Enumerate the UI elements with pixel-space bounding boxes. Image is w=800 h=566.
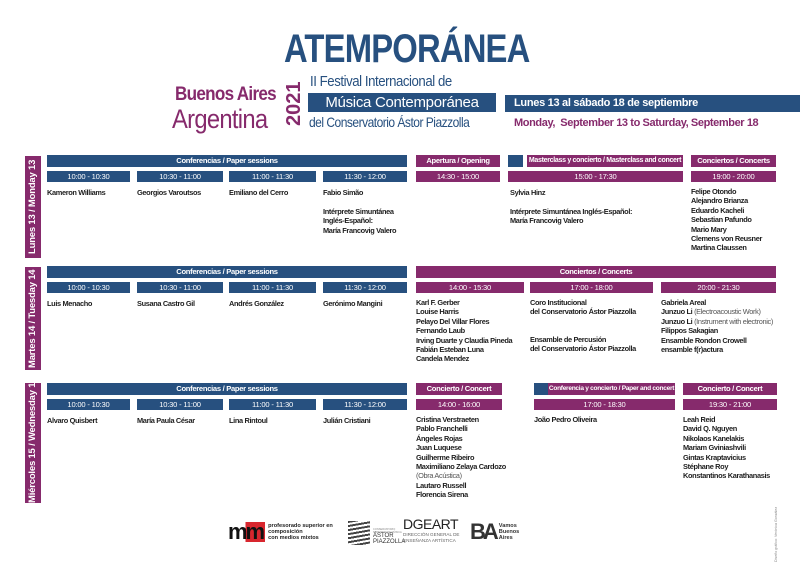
dgeart-mark: DGEART [403,516,459,532]
performer: del Conservatorio Ástor Piazzolla [530,307,636,317]
performer: David Q. Nguyen [683,424,737,434]
ba-mark: BA [470,519,496,544]
conservatorio-small: CONSERVATORIO SUPERIOR DE MÚSICA [373,528,402,534]
interpreter-line: María Francovig Valero [323,225,397,235]
ba-text [499,523,520,541]
performer: Irving Duarte y Claudia Pineda [416,335,513,345]
time-slot: 11:00 - 11:30 [229,282,316,293]
time-slot: 11:00 - 11:30 [229,399,316,410]
performer: João Pedro Oliveira [534,415,597,424]
time-slot: 11:00 - 11:30 [229,171,316,182]
masterclass-header: Masterclass y concierto / Masterclass and concert [527,155,683,167]
performer-list [416,415,506,500]
speaker: Georgios Varoutsos [137,188,201,197]
performer: Gintas Kraptavicius [683,452,746,462]
city: Buenos Aires [175,84,276,105]
time-slot: 11:30 - 12:00 [323,282,407,293]
performer: Gabriela Areal [661,298,706,307]
concert-header: Concierto / Concert [683,383,777,395]
ensemble [530,298,636,317]
performer: Fabián Esteban Luna [416,345,484,355]
time-slot: 17:00 - 18:30 [534,399,675,410]
interpreter-note [323,207,396,235]
speaker: Fabio Simão [323,188,364,197]
performer: Lautaro Russell [416,480,467,490]
time-slot: 11:30 - 12:00 [323,171,407,182]
mm-text-line: profesorado superior en [268,523,333,529]
dgeart-text: ENSEÑANZA ARTÍSTICA [403,537,456,543]
time-slot: 20:00 - 21:30 [661,282,776,293]
performer: Ensamble Rondon Crowell [661,335,747,345]
time-slot: 14:30 - 15:00 [416,171,500,182]
design-credit: Diseño gráfico: Verónica González [774,506,778,562]
performer [661,317,773,326]
ba-text-line: Buenos [498,529,520,535]
performer: Juan Luquese [416,443,462,453]
dates-english: Monday, September 13 to Saturday, September 18 [514,117,759,129]
performer-list [691,187,762,253]
concerts-header: Conciertos / Concerts [416,266,776,278]
conservatorio-logo [348,521,405,545]
time-slot: 19:30 - 21:00 [683,399,777,410]
mm-logo-text [268,523,333,541]
performer: Fernando Laub [416,326,465,336]
performer: Clemens von Reusner [691,234,762,244]
work-note: (Instrument with electronic) [694,316,773,326]
performer: Felipe Otondo [691,187,737,196]
time-slot: 10:30 - 11:00 [137,399,223,410]
performer: Louise Harris [416,307,459,317]
paper-marker-square [508,155,523,167]
mm-logo [226,519,333,544]
paper-sessions-header: Conferencias / Paper sessions [47,383,407,395]
concert-header: Concierto / Concert [416,383,502,395]
performer-list [416,298,512,364]
performer: Leah Reid [683,415,716,424]
day-label-wednesday: Miércoles 15 / Wednesday 15 [25,383,41,503]
performer-list [683,415,770,481]
time-slot: 10:00 - 10:30 [47,171,130,182]
mm-text-line: composición [268,529,303,535]
festival-line3: del Conservatorio Ástor Piazzolla [309,114,470,130]
speaker: Emiliano del Cerro [229,188,288,197]
opening-header: Apertura / Opening [416,155,500,167]
mm-logo-mark: mm [228,519,264,544]
performer: Maximiliano Zelaya Cardozo [416,462,506,472]
performer: Stéphane Roy [683,462,729,472]
mm-text-line: con medios mixtos [268,535,319,541]
performer-list [661,298,773,354]
work-note: (Obra Acústica) [416,471,462,481]
performer: Florencia Sirena [416,490,468,500]
performer: Cristina Verstraeten [416,415,479,424]
paper-sessions-header: Conferencias / Paper sessions [47,266,407,278]
day-label-tuesday: Martes 14 / Tuesday 14 [25,267,41,370]
day-label-monday: Lunes 13 / Monday 13 [25,156,41,258]
speaker: Susana Castro Gil [137,299,195,308]
speaker: Kameron Williams [47,188,106,197]
performer: Coro Institucional [530,298,587,307]
performer-name: Junzuo Li [661,307,693,317]
interpreter-line: Intérprete Simuntánea Inglés-Español: [510,207,633,216]
speaker: Gerónimo Mangini [323,299,383,308]
conservatorio-name: PIAZZOLLA [373,538,406,545]
interpreter-note [510,207,632,226]
paper-sessions-header: Conferencias / Paper sessions [47,155,407,167]
festival-logo: ATEMPORÁNEA [284,27,530,71]
performer-name: Junzuo Li [661,316,693,326]
dgeart-logo [403,517,460,543]
time-slot: 14:00 - 16:00 [416,399,502,410]
performer: ensamble f(r)actura [661,345,723,355]
performer: Pelayo Del Villar Flores [416,316,490,326]
dates-spanish: Lunes 13 al sábado 18 de septiembre [505,95,800,112]
time-slot: 15:00 - 17:30 [508,171,683,182]
time-slot: 10:00 - 10:30 [47,399,130,410]
paper-marker-square [534,383,549,395]
work-note: (Electroacoustic Work) [694,307,761,317]
speaker: Andrés González [229,299,284,308]
performer: Ensamble de Percusión [530,335,607,344]
year: 2021 [283,81,305,127]
speaker: Julián Cristiani [323,416,371,425]
performer: Ángeles Rojas [416,433,463,443]
performer: Martina Claussen [691,243,747,253]
performer: Konstantinos Karathanasis [683,471,770,481]
time-slot: 11:30 - 12:00 [323,399,407,410]
concerts-header: Conciertos / Concerts [691,155,776,167]
ensemble [530,335,636,354]
speaker: Lina Rintoul [229,416,268,425]
festival-line1: II Festival Internacional de [310,73,452,90]
speaker: Alvaro Quisbert [47,416,98,425]
performer: Filippos Sakagian [661,326,718,336]
performer: Nikolaos Kanelakis [683,433,745,443]
time-slot: 19:00 - 20:00 [691,171,776,182]
performer: Candela Mendez [416,354,470,364]
performer: Pablo Franchelli [416,424,468,434]
interpreter-line: Intérprete Simuntánea [323,207,394,216]
performer: Mariam Gviniashvili [683,443,746,453]
performer: del Conservatorio Ástor Piazzolla [530,344,636,354]
speaker: Luis Menacho [47,299,93,308]
performer: Sebastian Pafundo [691,215,752,225]
speaker: María Paula César [137,416,195,425]
interpreter-line: Inglés-Español: [323,216,373,226]
conservatorio-name: ÁSTOR [373,533,394,539]
performer: Eduardo Kacheli [691,205,745,215]
festival-line2: Música Contemporánea [308,93,496,112]
dgeart-text: DIRECCIÓN GENERAL DE [403,532,460,537]
time-slot: 17:00 - 18:00 [530,282,653,293]
performer [661,307,773,316]
ba-text-line: Vamos [498,523,517,529]
time-slot: 10:30 - 11:00 [137,282,223,293]
performer: Karl F. Gerber [416,298,460,307]
conservatorio-text [373,528,405,545]
time-slot: 10:30 - 11:00 [137,171,223,182]
performer: Guilherme Ribeiro [416,452,475,462]
time-slot: 14:00 - 15:30 [416,282,524,293]
ba-text-line: Aires [498,535,513,541]
conservatorio-mark [348,521,370,545]
ba-logo [470,521,519,543]
country: Argentina [172,104,268,134]
time-slot: 10:00 - 10:30 [47,282,130,293]
paper-concert-header: Conferencia y concierto / Paper and concert [548,383,675,395]
performer: Alejandro Brianza [691,196,748,206]
performer: Mario Mary [691,224,727,234]
interpreter-line: María Francovig Valero [510,216,584,226]
performer: Sylvia Hinz [510,188,546,197]
